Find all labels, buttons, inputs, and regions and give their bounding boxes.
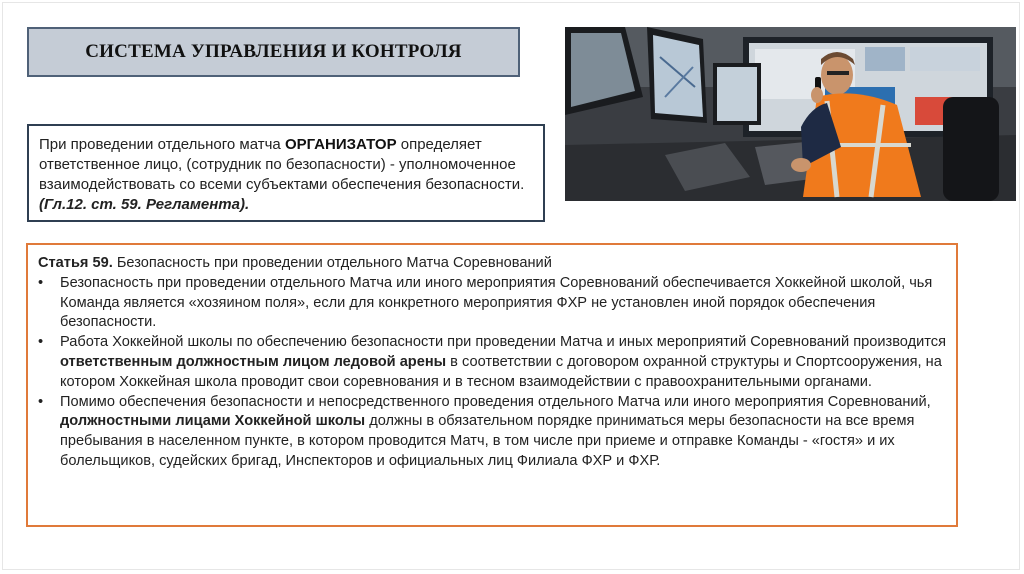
organizer-text-1: При проведении отдельного матча [39, 136, 285, 153]
bullet-text-2 [60, 333, 946, 392]
title-box [27, 27, 520, 77]
bullet-2-part-2: в соответствии с договором охранной структуры и Спортсооружения, на котором Хоккейная школа проводит свои соревнования и в тесном взаимодействии с правоохранительными органами. [60, 353, 942, 390]
glasses [827, 71, 849, 75]
bullet-3-emphasis: должностными лицами Хоккейной школы [60, 413, 366, 430]
bullet-2-part-1: Работа Хоккейной школы по обеспечению безопасности при проведении Матча и иных мероприятий Соревнований производится [60, 334, 946, 351]
bullet-item-2 [38, 333, 946, 392]
slide-title: СИСТЕМА УПРАВЛЕНИЯ И КОНТРОЛЯ [85, 41, 462, 62]
article-title: Безопасность при проведении отдельного Матча Соревнований [112, 255, 552, 271]
small-monitor-screen [717, 67, 757, 121]
bullet-dot: • [38, 393, 44, 410]
bullet-text-3 [60, 393, 946, 472]
bullet-3-part-1: Помимо обеспечения безопасности и непосредственного проведения отдельного Матча или иного мероприятия Соревнований, [60, 393, 931, 410]
regulation-reference: (Гл.12. ст. 59. Регламента). [39, 196, 250, 213]
bullet-dot: • [38, 334, 44, 351]
chair [943, 97, 999, 201]
center-monitor-screen [653, 35, 703, 117]
organizer-text-2: определяет ответственное лицо, (сотрудник по безопасности) - уполномоченное взаимодействовать со всеми субъектами обеспечения безопасности. [39, 136, 525, 193]
bullet-item-3 [38, 393, 946, 472]
control-room-photo [565, 27, 1016, 201]
bullet-dot: • [38, 274, 44, 291]
bullet-2-emphasis: ответственным должностным лицом ледовой арены [60, 353, 447, 370]
organizer-keyword: ОРГАНИЗАТОР [284, 136, 397, 153]
article-number: Статья 59. [38, 255, 113, 271]
bullet-item-1 [38, 274, 946, 333]
bullet-text-1: Безопасность при проведении отдельного Матча или иного мероприятия Соревнований обеспечивается Хоккейной школой, чья Команда является «хозяином поля», если для конкретного мероприятия ФХР не установлен иной порядок обеспечения безопасности. [60, 274, 933, 331]
article-box [26, 243, 958, 527]
article-heading [38, 254, 946, 274]
bullet-3-part-2: должны в обязательном порядке приниматься меры безопасности на все время пребывания в населенном пункте, в котором проводится Матч, в том числе при приеме и отправке Команды - «гостя» и их болельщиков, судейских бригад, Инспекторов и официальных лиц Филиала ФХР и ФХР. [60, 413, 915, 469]
organizer-box [27, 124, 545, 222]
